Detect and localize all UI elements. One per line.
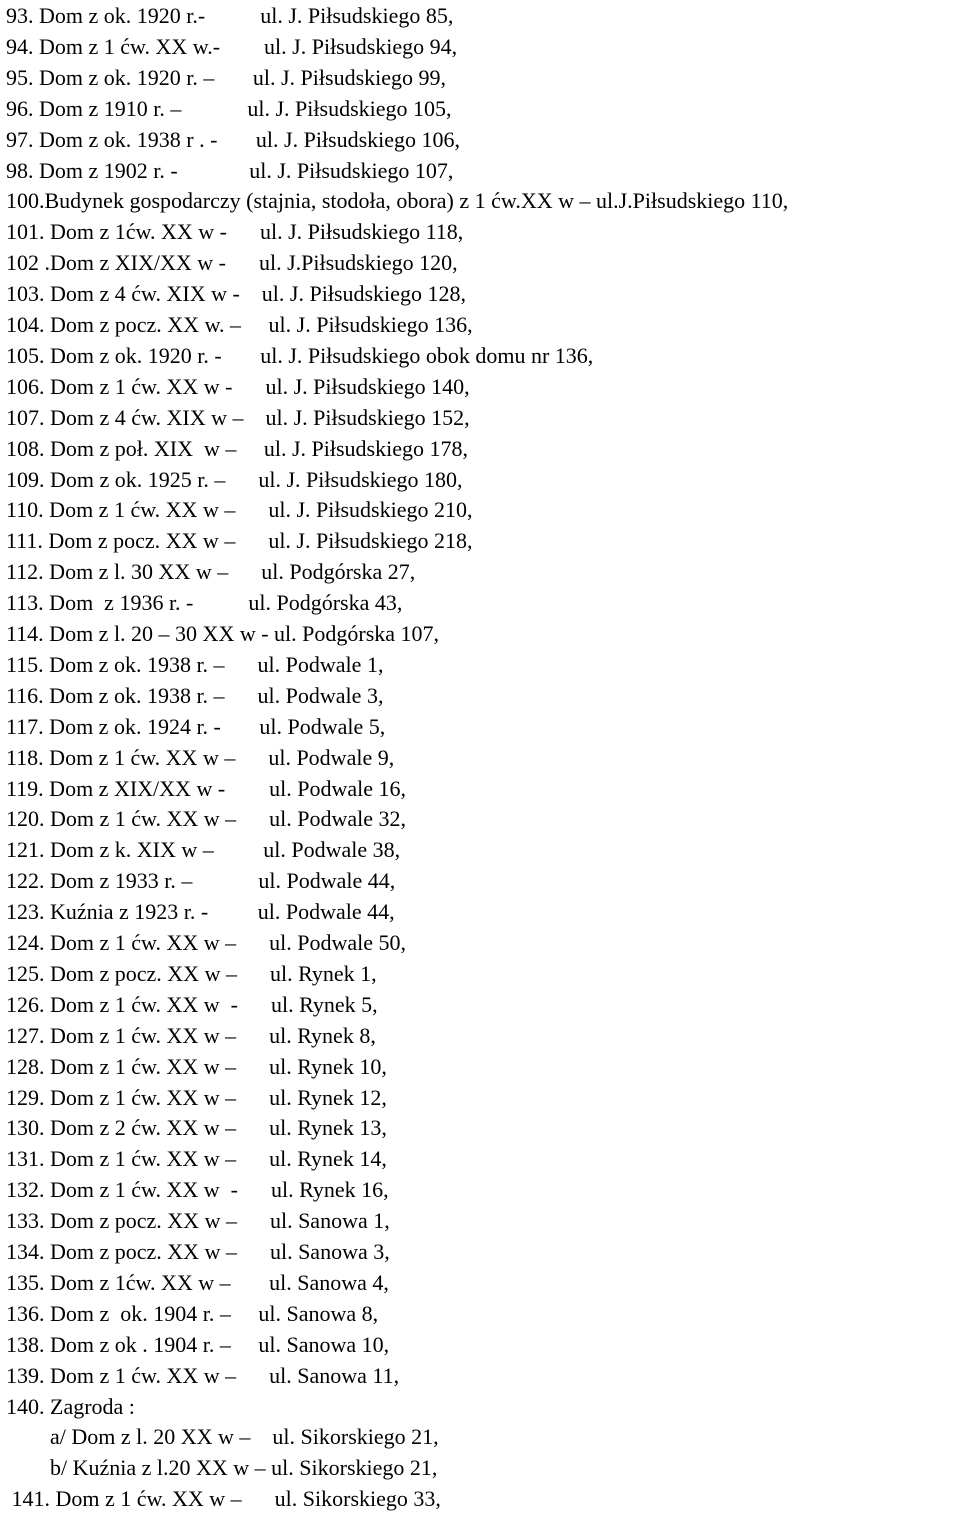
list-item: 115. Dom z ok. 1938 r. – ul. Podwale 1, [6,651,384,677]
list-item: 106. Dom z 1 ćw. XX w - ul. J. Piłsudskiego 140, [6,373,470,399]
list-item: 120. Dom z 1 ćw. XX w – ul. Podwale 32, [6,806,407,832]
list-item: 116. Dom z ok. 1938 r. – ul. Podwale 3, [6,682,384,708]
list-item: 136. Dom z ok. 1904 r. – ul. Sanowa 8, [6,1300,379,1326]
list-item: 139. Dom z 1 ćw. XX w – ul. Sanowa 11, [6,1362,400,1388]
list-item: 131. Dom z 1 ćw. XX w – ul. Rynek 14, [6,1146,387,1172]
list-item: 104. Dom z pocz. XX w. – ul. J. Piłsudskiego 136, [6,312,473,337]
list-item: 96. Dom z 1910 r. – ul. J. Piłsudskiego 105, [6,95,452,121]
list-item: 114. Dom z l. 20 – 30 XX w - ul. Podgórska 107, [6,621,440,646]
list-item: 103. Dom z 4 ćw. XIX w - ul. J. Piłsudskiego 128, [6,281,466,307]
list-item: 118. Dom z 1 ćw. XX w – ul. Podwale 9, [6,744,395,770]
list-item: 110. Dom z 1 ćw. XX w – ul. J. Piłsudskiego 210, [6,497,473,523]
list-item: 105. Dom z ok. 1920 r. - ul. J. Piłsudskiego obok domu nr 136, [6,342,594,368]
list-item: 95. Dom z ok. 1920 r. – ul. J. Piłsudskiego 99, [6,64,447,90]
list-item: 97. Dom z ok. 1938 r . - ul. J. Piłsudskiego 106, [6,126,461,152]
list-item: 132. Dom z 1 ćw. XX w - ul. Rynek 16, [6,1177,389,1203]
list-item: 130. Dom z 2 ćw. XX w – ul. Rynek 13, [6,1115,387,1141]
list-item: 128. Dom z 1 ćw. XX w – ul. Rynek 10, [6,1053,387,1079]
list-item: 119. Dom z XIX/XX w - ul. Podwale 16, [6,775,407,801]
list-item: 94. Dom z 1 ćw. XX w.- ul. J. Piłsudskiego 94, [6,33,458,59]
list-item: 108. Dom z poł. XIX w – ul. J. Piłsudskiego 178, [6,435,468,461]
list-item: 126. Dom z 1 ćw. XX w - ul. Rynek 5, [6,991,378,1017]
list-item: 111. Dom z pocz. XX w – ul. J. Piłsudskiego 218, [6,528,473,554]
list-item: 138. Dom z ok . 1904 r. – ul. Sanowa 10, [6,1331,390,1357]
list-item: 141. Dom z 1 ćw. XX w – ul. Sikorskiego 33, [6,1486,441,1512]
list-item: 100.Budynek gospodarczy (stajnia, stodoła, obora) z 1 ćw.XX w – ul.J.Piłsudskiego 110, [6,188,789,214]
list-item: 117. Dom z ok. 1924 r. - ul. Podwale 5, [6,713,386,739]
list-item: 134. Dom z pocz. XX w – ul. Sanowa 3, [6,1239,390,1264]
list-item: 93. Dom z ok. 1920 r.- ul. J. Piłsudskiego 85, [6,3,454,28]
list-item: 123. Kuźnia z 1923 r. - ul. Podwale 44, [6,899,395,925]
list-item: 122. Dom z 1933 r. – ul. Podwale 44, [6,868,396,894]
list-item: 112. Dom z l. 30 XX w – ul. Podgórska 27, [6,559,416,585]
list-item: 127. Dom z 1 ćw. XX w – ul. Rynek 8, [6,1022,376,1048]
list-item: 107. Dom z 4 ćw. XIX w – ul. J. Piłsudskiego 152, [6,404,470,430]
list-item: b/ Kuźnia z l.20 XX w – ul. Sikorskiego 21, [6,1455,438,1481]
list-item: 98. Dom z 1902 r. - ul. J. Piłsudskiego 107, [6,157,454,183]
list-item: 133. Dom z pocz. XX w – ul. Sanowa 1, [6,1208,390,1234]
list-item: 125. Dom z pocz. XX w – ul. Rynek 1, [6,960,377,986]
list-item: 135. Dom z 1ćw. XX w – ul. Sanowa 4, [6,1269,389,1295]
list-item: a/ Dom z l. 20 XX w – ul. Sikorskiego 21, [6,1424,439,1450]
list-item: 113. Dom z 1936 r. - ul. Podgórska 43, [6,590,403,616]
list-item: 140. Zagroda : [6,1393,135,1419]
list-item: 129. Dom z 1 ćw. XX w – ul. Rynek 12, [6,1084,387,1110]
list-item: 102 .Dom z XIX/XX w - ul. J.Piłsudskiego 120, [6,250,458,276]
list-item: 101. Dom z 1ćw. XX w - ul. J. Piłsudskiego 118, [6,219,464,245]
list-item: 121. Dom z k. XIX w – ul. Podwale 38, [6,837,401,863]
list-item: 124. Dom z 1 ćw. XX w – ul. Podwale 50, [6,930,407,955]
list-item: 109. Dom z ok. 1925 r. – ul. J. Piłsudskiego 180, [6,466,463,492]
